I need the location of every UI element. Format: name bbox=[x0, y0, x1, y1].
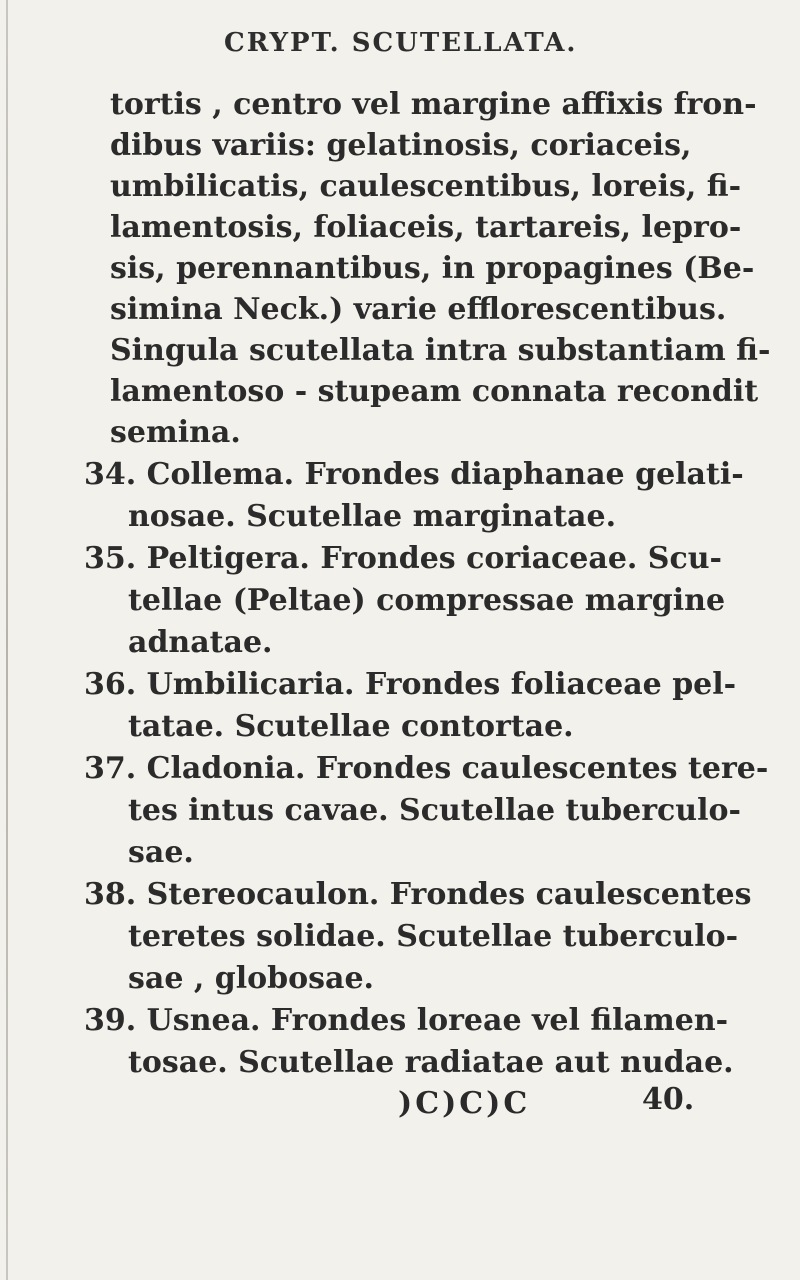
page-edge bbox=[6, 0, 8, 1280]
text-line: lamentosis, foliaceis, tartareis, lepro- bbox=[110, 210, 742, 245]
text-line: teretes solidae. Scutellae tuberculo- bbox=[128, 919, 739, 954]
text-line: semina. bbox=[110, 415, 241, 450]
running-head: CRYPT. SCUTELLATA. bbox=[224, 28, 578, 58]
entry-line: 38. Stereocaulon. Frondes caulescentes bbox=[84, 877, 752, 912]
text-line: simina Neck.) varie efflorescentibus. bbox=[110, 292, 727, 327]
entry-line: 37. Cladonia. Frondes caulescentes tere- bbox=[84, 751, 769, 786]
text-line: umbilicatis, caulescentibus, loreis, fi- bbox=[110, 169, 742, 204]
entry-line: 36. Umbilicaria. Frondes foliaceae pel- bbox=[84, 667, 737, 702]
entry-line: 34. Collema. Frondes diaphanae gelati- bbox=[84, 457, 744, 492]
folio: 40. bbox=[642, 1082, 695, 1117]
entry-line: 35. Peltigera. Frondes coriaceae. Scu- bbox=[84, 541, 722, 576]
text-line: tellae (Peltae) compressae margine bbox=[128, 583, 726, 618]
text-line: dibus variis: gelatinosis, coriaceis, bbox=[110, 128, 692, 163]
text-line: tatae. Scutellae contortae. bbox=[128, 709, 574, 744]
text-line: tortis , centro vel margine affixis fron- bbox=[110, 87, 757, 122]
text-line: nosae. Scutellae marginatae. bbox=[128, 499, 617, 534]
text-line: lamentoso - stupeam connata recondit bbox=[110, 374, 759, 409]
entry-line: 39. Usnea. Frondes loreae vel filamen- bbox=[84, 1003, 729, 1038]
text-line: sae. bbox=[128, 835, 194, 870]
text-line: Singula scutellata intra substantiam fi- bbox=[110, 333, 771, 368]
text-line: tosae. Scutellae radiatae aut nudae. bbox=[128, 1045, 734, 1080]
text-line: tes intus cavae. Scutellae tuberculo- bbox=[128, 793, 741, 828]
text-line: sae , globosae. bbox=[128, 961, 374, 996]
ornament: )C)C)C bbox=[398, 1086, 531, 1121]
text-line: adnatae. bbox=[128, 625, 273, 660]
text-line: sis, perennantibus, in propagines (Be- bbox=[110, 251, 755, 286]
